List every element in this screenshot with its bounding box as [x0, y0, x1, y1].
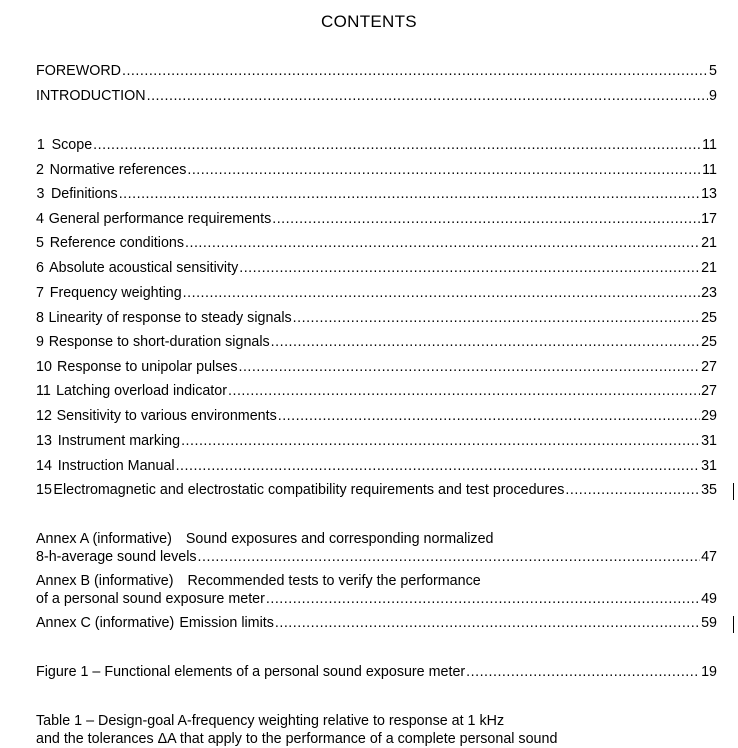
annex-title-cont: of a personal sound exposure meter — [36, 591, 265, 607]
dot-leader — [185, 234, 700, 252]
toc-entry-section[interactable] — [36, 407, 717, 425]
section-page: 11 — [702, 162, 717, 178]
toc-entry-section[interactable] — [36, 358, 717, 376]
section-page: 31 — [701, 458, 717, 474]
dot-leader — [181, 432, 700, 450]
annex-label: Annex A (informative) — [36, 531, 172, 547]
table-1-entry-line2: and the tolerances ΔA that apply to the performance of a complete personal sound — [36, 731, 558, 747]
section-number: 1 — [36, 137, 45, 153]
dot-leader — [272, 210, 700, 228]
section-number: 4 — [36, 211, 44, 227]
figure-label: Figure 1 – Functional elements of a personal sound exposure meter — [36, 664, 466, 680]
toc-entry-section[interactable] — [36, 481, 717, 499]
toc-entry-page: 5 — [709, 63, 717, 79]
toc-entry-section[interactable] — [36, 382, 717, 400]
section-label: Absolute acoustical sensitivity — [49, 260, 239, 276]
section-label: Reference conditions — [49, 235, 185, 251]
section-page: 21 — [701, 235, 717, 251]
toc-entry-annex-a[interactable] — [36, 548, 717, 566]
toc-entry-annex-b[interactable] — [36, 590, 717, 608]
section-number: 14 — [36, 458, 52, 474]
section-page: 13 — [701, 186, 717, 202]
section-number: 6 — [36, 260, 44, 276]
toc-entry-introduction[interactable] — [36, 87, 717, 105]
toc-entry-section[interactable] — [36, 457, 717, 475]
section-page: 27 — [701, 383, 717, 399]
section-label: Frequency weighting — [49, 285, 182, 301]
section-page: 35 — [701, 482, 717, 498]
figure-page: 19 — [701, 664, 717, 680]
section-page: 31 — [701, 433, 717, 449]
dot-leader — [278, 407, 700, 425]
dot-leader — [266, 590, 700, 608]
annex-label: Annex C (informative) — [36, 615, 175, 631]
page-title: CONTENTS — [321, 12, 417, 31]
section-label: Instrument marking — [57, 433, 181, 449]
section-label: General performance requirements — [48, 211, 272, 227]
dot-leader — [187, 161, 701, 179]
dot-leader — [183, 284, 700, 302]
toc-entry-page: 9 — [709, 88, 717, 104]
section-number: 15 — [36, 482, 52, 498]
section-label: Instruction Manual — [57, 458, 175, 474]
change-bar — [733, 616, 734, 633]
section-number: 12 — [36, 408, 52, 424]
dot-leader — [565, 481, 700, 499]
dot-leader — [176, 457, 701, 475]
dot-leader — [293, 309, 700, 327]
section-label: Latching overload indicator — [56, 383, 227, 399]
section-number: 7 — [36, 285, 44, 301]
section-page: 25 — [701, 310, 717, 326]
section-label: Definitions — [50, 186, 118, 202]
annex-b-heading[interactable] — [36, 572, 481, 590]
dot-leader — [271, 333, 700, 351]
toc-entry-label: INTRODUCTION — [36, 88, 146, 104]
annex-title: Recommended tests to verify the performance — [187, 573, 481, 589]
dot-leader — [239, 259, 700, 277]
section-page: 23 — [701, 285, 717, 301]
dot-leader — [198, 548, 701, 566]
section-page: 27 — [701, 359, 717, 375]
toc-entry-section[interactable] — [36, 333, 717, 351]
section-number: 13 — [36, 433, 52, 449]
section-label: Linearity of response to steady signals — [48, 310, 292, 326]
section-number: 3 — [36, 186, 45, 202]
dot-leader — [147, 87, 708, 105]
section-number: 2 — [36, 162, 44, 178]
section-label: Normative references — [49, 162, 187, 178]
toc-entry-foreword[interactable] — [36, 62, 717, 80]
toc-entry-label: FOREWORD — [36, 63, 121, 79]
annex-title-cont: 8-h-average sound levels — [36, 549, 197, 565]
dot-leader — [122, 62, 708, 80]
dot-leader — [93, 136, 701, 154]
section-number: 9 — [36, 334, 44, 350]
toc-entry-annex-c[interactable] — [36, 614, 717, 632]
section-label: Electromagnetic and electrostatic compatibility requirements and test procedures — [53, 482, 565, 498]
annex-title: Emission limits — [179, 615, 274, 631]
dot-leader — [466, 663, 700, 681]
annex-page: 59 — [701, 615, 717, 631]
toc-entry-figure-1[interactable] — [36, 663, 717, 681]
dot-leader — [238, 358, 700, 376]
annex-title: Sound exposures and corresponding normalized — [185, 531, 494, 547]
toc-entry-section[interactable] — [36, 210, 717, 228]
annex-page: 47 — [701, 549, 717, 565]
section-label: Response to short-duration signals — [48, 334, 270, 350]
section-page: 21 — [701, 260, 717, 276]
section-number: 10 — [36, 359, 52, 375]
dot-leader — [119, 185, 700, 203]
section-number: 8 — [36, 310, 44, 326]
toc-entry-section[interactable] — [36, 259, 717, 277]
toc-entry-section[interactable] — [36, 161, 717, 179]
section-page: 11 — [702, 137, 717, 153]
toc-entry-section[interactable] — [36, 309, 717, 327]
annex-label: Annex B (informative) — [36, 573, 174, 589]
toc-entry-section[interactable] — [36, 185, 717, 203]
dot-leader — [228, 382, 700, 400]
toc-entry-section[interactable] — [36, 136, 717, 154]
section-page: 25 — [701, 334, 717, 350]
section-label: Sensitivity to various environments — [56, 408, 277, 424]
section-label: Response to unipolar pulses — [57, 359, 238, 375]
toc-entry-section[interactable] — [36, 432, 717, 450]
annex-page: 49 — [701, 591, 717, 607]
change-bar — [733, 483, 734, 500]
annex-a-heading[interactable] — [36, 530, 493, 548]
section-number: 5 — [36, 235, 44, 251]
table-1-entry-line1[interactable]: Table 1 – Design-goal A-frequency weighting relative to response at 1 kHz — [36, 713, 505, 729]
section-label: Scope — [51, 137, 93, 153]
section-page: 29 — [701, 408, 717, 424]
toc-entry-section[interactable] — [36, 284, 717, 302]
section-number: 11 — [36, 383, 51, 399]
toc-entry-section[interactable] — [36, 234, 717, 252]
section-page: 17 — [701, 211, 717, 227]
dot-leader — [275, 614, 700, 632]
